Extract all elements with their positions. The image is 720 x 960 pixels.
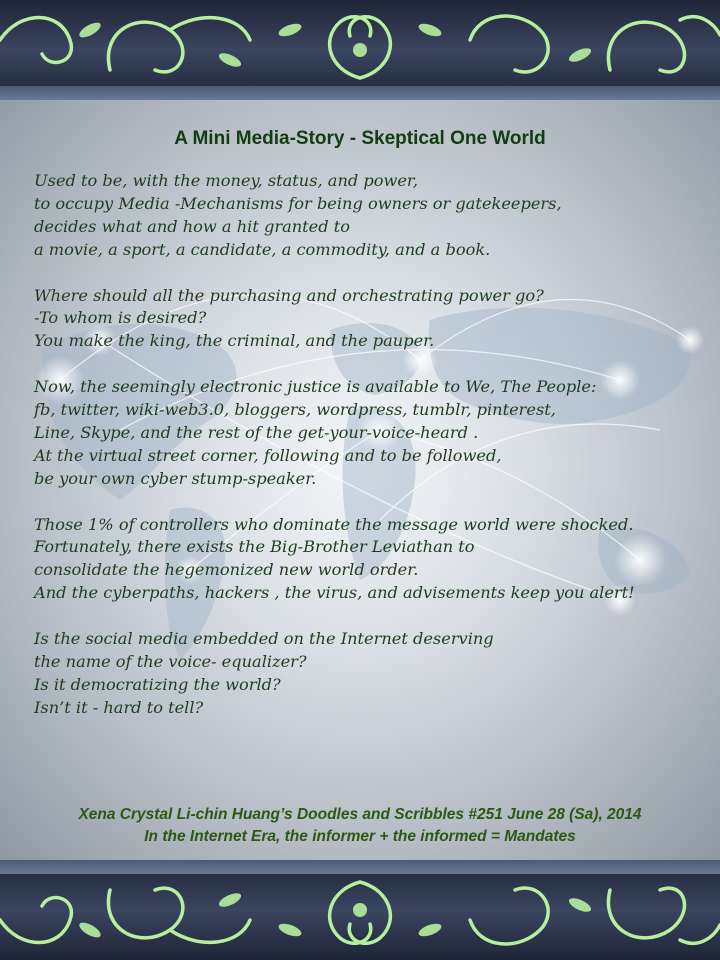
stanza: [34, 514, 714, 606]
poem-line: Now, the seemingly electronic justice is available to We, The People:: [34, 377, 597, 397]
poem-line: to occupy Media -Mechanisms for being owners or gatekeepers,: [34, 193, 562, 213]
stanza: [34, 628, 714, 720]
poem-line: And the cyberpaths, hackers , the virus, and advisements keep you alert!: [34, 583, 635, 603]
poem-line: Is it democratizing the world?: [34, 674, 281, 694]
tagline: In the Internet Era, the informer + the informed = Mandates: [144, 828, 576, 845]
poem-line: You make the king, the criminal, and the pauper.: [34, 331, 435, 351]
poem-line: a movie, a sport, a candidate, a commodity, and a book.: [34, 239, 491, 259]
poem-line: be your own cyber stump-speaker.: [34, 468, 317, 488]
poem-body: [34, 170, 714, 743]
swirl-ornament-top: [0, 0, 720, 100]
poem-line: Those 1% of controllers who dominate the message world were shocked.: [34, 514, 634, 534]
poem-line: Used to be, with the money, status, and power,: [34, 171, 419, 190]
poem-line: Line, Skype, and the rest of the get-your-voice-heard .: [34, 422, 479, 442]
poem-line: Isn’t it - hard to tell?: [34, 697, 204, 717]
swirl-ornament-bottom: [0, 860, 720, 960]
stanza: [34, 170, 714, 262]
poem-line: Is the social media embedded on the Internet deserving: [34, 629, 494, 649]
poem-line: Where should all the purchasing and orchestrating power go?: [34, 285, 544, 305]
stanza: [34, 376, 714, 491]
author-signature: Xena Crystal Li-chin Huang’s Doodles and Scribbles #251 June 28 (Sa), 2014: [78, 806, 642, 823]
stanza: [34, 285, 714, 354]
poem-line: decides what and how a hit granted to: [34, 216, 350, 236]
poem-line: Fortunately, there exists the Big-Brother Leviathan to: [34, 537, 475, 557]
poem-line: consolidate the hegemonized new world order.: [34, 560, 419, 580]
poem-line: -To whom is desired?: [34, 308, 207, 328]
poem-line: fb, twitter, wiki-web3.0, bloggers, wordpress, tumblr, pinterest,: [34, 400, 556, 420]
poem-title: A Mini Media-Story - Skeptical One World: [174, 128, 546, 149]
poem-line: the name of the voice- equalizer?: [34, 651, 307, 671]
poem-line: At the virtual street corner, following and to be followed,: [34, 445, 502, 465]
